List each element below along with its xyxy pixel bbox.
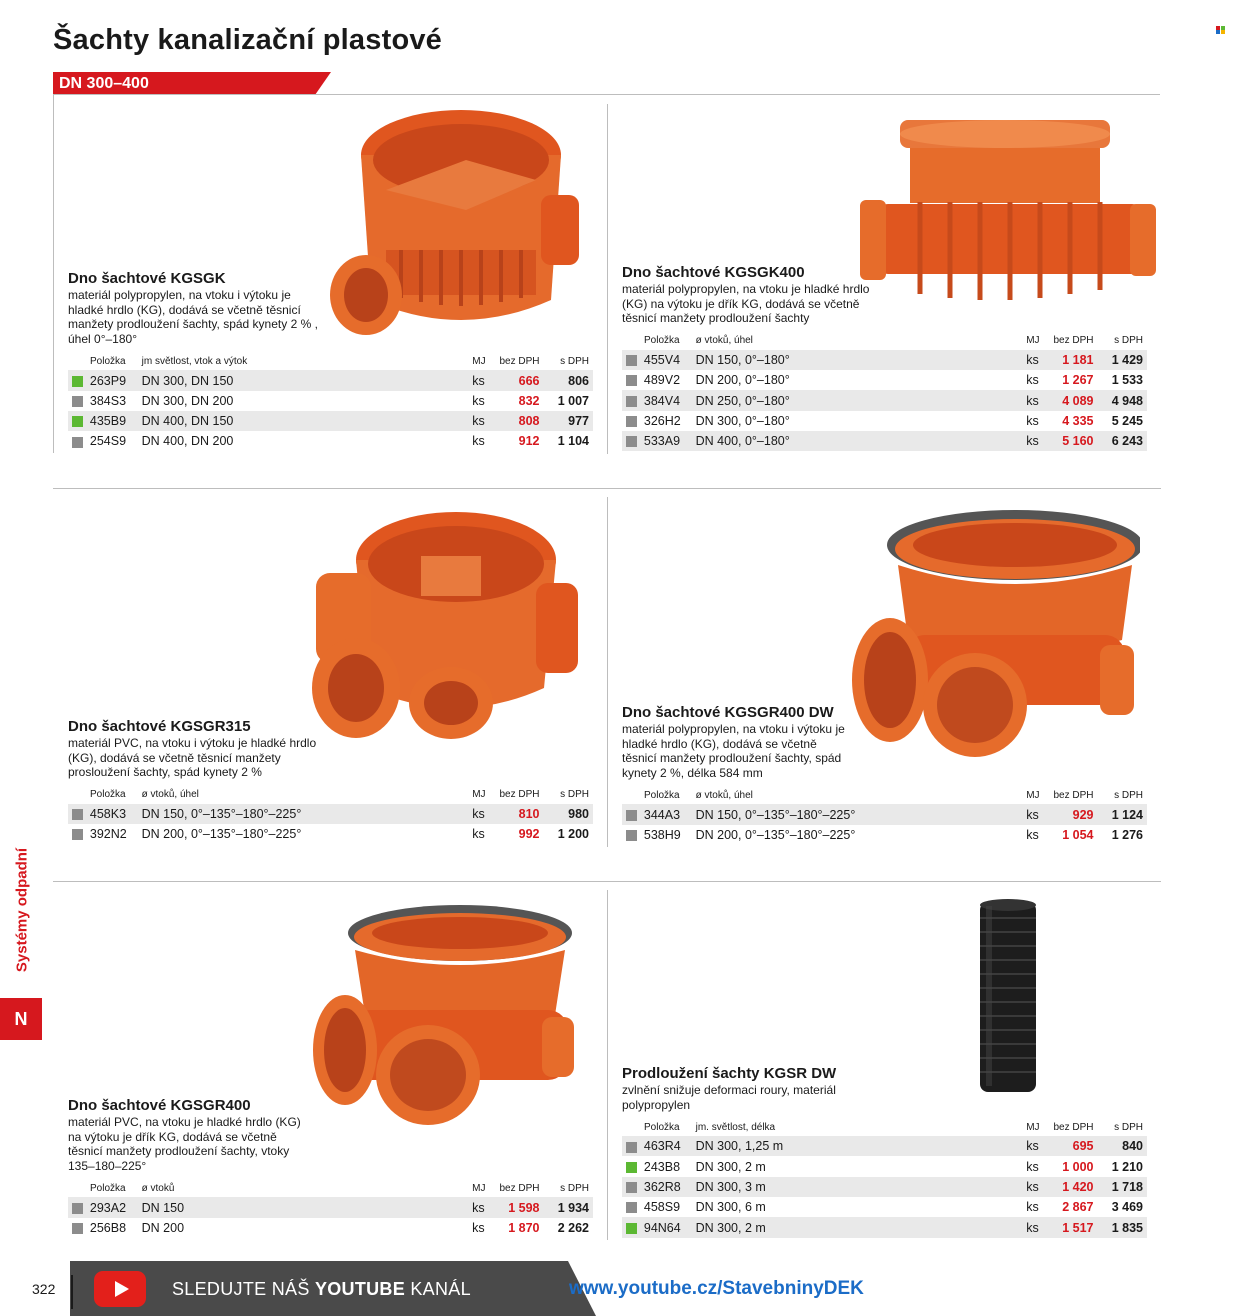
col-header-price: bez DPH [1053,1121,1094,1133]
price-with-vat: 1 429 [1097,350,1147,370]
table-row [68,391,593,411]
side-section-letter: N [0,998,42,1040]
item-spec: DN 400, DN 150 [142,411,473,431]
marker-square [622,390,644,410]
item-unit: ks [1026,1136,1048,1156]
product-title: Dno šachtové KGSGK [68,270,226,287]
table-row [622,1136,1147,1156]
item-spec: DN 200, 0°–135°–180°–225° [695,827,856,842]
column-divider [607,497,608,847]
grey-square-icon [626,810,637,821]
price-without-vat: 4 335 [1062,413,1094,428]
col-header-spec: ø vtoků [141,1182,175,1194]
col-header-price-vat: s DPH [1114,789,1143,801]
product-description: materiál polypropylen, na vtoku je hladké hrdlo (KG) na výtoku je dřík KG, dodává se včetně těsnicí manžety prodloužení šachty [622,282,870,326]
column-divider [607,890,608,1240]
col-header-price-vat: s DPH [560,355,589,367]
table-row [68,804,593,824]
table-row [622,350,1147,370]
item-spec: DN 400, DN 200 [141,434,234,449]
price-without-vat: 1 181 [1048,350,1097,370]
product-block-kgsr-dw [622,1065,1147,1238]
table-row [622,411,1147,431]
item-code: 435B9 [90,411,142,431]
item-code: 538H9 [643,827,681,842]
product-block-kgsgr400 [68,1097,593,1238]
price-table [622,332,1147,451]
col-header-price-vat: s DPH [1114,335,1143,347]
col-header-price: bez DPH [499,789,540,801]
item-spec: DN 300, DN 150 [142,370,473,390]
grey-square-icon [72,809,83,820]
marker-square [68,1197,90,1217]
marker-square [622,350,644,370]
marker-square [622,1177,644,1197]
price-with-vat: 980 [543,804,593,824]
col-header-unit: MJ [472,789,486,801]
grey-square-icon [626,1142,637,1153]
cta-text-bold: YOUTUBE [314,1279,406,1299]
item-code: 293A2 [90,1197,142,1217]
price-with-vat: 1 104 [557,434,589,449]
range-tag: DN 300–400 [53,72,315,95]
marker-square [622,825,644,845]
marker-square [68,411,90,431]
price-with-vat: 2 262 [557,1220,589,1235]
col-header-price: bez DPH [1053,789,1094,801]
green-square-icon [626,1162,637,1173]
youtube-cta [172,1279,471,1300]
item-spec: DN 300, 2 m [695,1159,766,1174]
item-unit: ks [1026,1159,1039,1174]
green-square-icon [626,1223,637,1234]
col-header-spec: ø vtoků, úhel [141,789,199,801]
item-unit: ks [1026,804,1048,824]
item-code: 455V4 [644,350,696,370]
price-without-vat: 1 054 [1062,827,1094,842]
table-row [622,1156,1147,1176]
table-row [622,1217,1147,1237]
item-unit: ks [472,1197,494,1217]
table-row [68,1197,593,1217]
product-description: materiál PVC, na vtoku je hladké hrdlo (KG) na výtoku je dřík KG, dodává se včetně těsnicí manžety prodloužení šachty, vtoky 135–180–225° [68,1115,301,1173]
price-with-vat: 840 [1098,1136,1148,1156]
green-square-icon [72,376,83,387]
marker-square [622,1136,644,1156]
product-block-kgsgr315 [68,718,593,844]
header-divider [53,94,1160,95]
price-without-vat: 1 870 [508,1220,540,1235]
col-header-spec: ø vtoků, úhel [695,335,753,347]
price-without-vat: 992 [518,827,540,842]
price-without-vat: 929 [1048,804,1097,824]
item-unit: ks [1026,1177,1048,1197]
price-without-vat: 5 160 [1048,431,1097,451]
price-with-vat: 1 835 [1098,1217,1148,1237]
price-with-vat: 3 469 [1111,1200,1143,1215]
section-divider [53,881,1161,882]
col-header-item: Položka [90,789,126,801]
price-with-vat: 1 718 [1098,1177,1148,1197]
item-code: 344A3 [644,804,696,824]
price-with-vat: 5 245 [1111,413,1143,428]
col-header-item: Položka [90,1182,126,1194]
grey-square-icon [72,1223,83,1234]
product-description: materiál PVC, na vtoku i výtoku je hladké hrdlo (KG), dodává se včetně těsnicí manžety prosloužení šachty, spád kynety 2 % [68,736,317,780]
product-title: Prodloužení šachty KGSR DW [622,1065,837,1082]
page-title: Šachty kanalizační plastové [53,24,443,56]
side-section-text: Systémy odpadní [13,847,31,973]
item-unit: ks [1026,390,1048,410]
grey-square-icon [626,1202,637,1213]
table-row [622,390,1147,410]
product-block-kgsgk400 [622,264,1147,451]
item-code: 489V2 [643,373,681,388]
item-spec: DN 150, 0°–135°–180°–225° [142,804,473,824]
item-spec: DN 300, 3 m [696,1177,1027,1197]
product-title: Dno šachtové KGSGK400 [622,264,805,281]
price-without-vat: 1 267 [1062,373,1094,388]
page-number: 322 [32,1281,56,1297]
marker-square [622,1156,644,1176]
marker-square [622,1217,644,1237]
item-code: 384S3 [89,393,127,408]
col-header-item: Položka [644,789,680,801]
item-unit: ks [472,804,494,824]
product-description: zvlnění snižuje deformaci roury, materiál polypropylen [622,1083,836,1112]
side-section-label [2,835,42,985]
item-spec: DN 300, 6 m [695,1200,766,1215]
price-without-vat: 666 [494,370,543,390]
footer [0,1261,1250,1316]
price-with-vat: 1 124 [1097,804,1147,824]
product-block-kgsgk [68,270,593,452]
price-without-vat: 1 517 [1048,1217,1097,1237]
price-without-vat: 810 [494,804,543,824]
item-spec: DN 150, 0°–180° [696,350,1027,370]
product-title: Dno šachtové KGSGR400 [68,1097,251,1114]
item-spec: DN 150, 0°–135°–180°–225° [696,804,1027,824]
price-without-vat: 1 420 [1048,1177,1097,1197]
marker-square [68,391,90,411]
table-row [622,1177,1147,1197]
item-code: 254S9 [89,434,127,449]
col-header-price-vat: s DPH [1114,1121,1143,1133]
item-code: 392N2 [89,827,127,842]
price-without-vat: 832 [518,393,540,408]
price-without-vat: 912 [518,434,540,449]
table-row [622,825,1147,845]
item-spec: DN 150 [142,1197,473,1217]
price-table [68,786,593,845]
col-header-price: bez DPH [499,1182,540,1194]
corner-logo-icon [1216,26,1225,34]
marker-square [68,370,90,390]
grey-square-icon [72,437,83,448]
price-with-vat: 977 [544,411,593,431]
item-unit: ks [1026,413,1039,428]
cta-text-end: KANÁL [405,1279,471,1299]
table-row [68,411,593,431]
item-unit: ks [1026,1200,1039,1215]
price-without-vat: 1 000 [1062,1159,1094,1174]
item-unit: ks [472,827,485,842]
price-with-vat: 1 007 [557,393,589,408]
item-spec: DN 300, 0°–180° [695,413,790,428]
grey-square-icon [626,396,637,407]
item-spec: DN 250, 0°–180° [696,390,1027,410]
col-header-item: Položka [644,335,680,347]
price-table [622,786,1147,845]
table-row [622,804,1147,824]
item-spec: DN 200, 0°–135°–180°–225° [141,827,302,842]
item-spec: DN 200, 0°–180° [695,373,790,388]
grey-square-icon [626,830,637,841]
table-row [68,824,593,844]
item-spec: DN 300, DN 200 [141,393,234,408]
section-divider [53,488,1161,489]
col-header-spec: ø vtoků, úhel [695,789,753,801]
item-code: 256B8 [89,1220,127,1235]
marker-square [622,1197,644,1217]
grey-square-icon [72,1203,83,1214]
col-header-unit: MJ [1026,789,1040,801]
marker-square [68,804,90,824]
item-spec: DN 400, 0°–180° [696,431,1027,451]
grey-square-icon [626,1182,637,1193]
marker-square [622,411,644,431]
item-code: 458S9 [643,1200,681,1215]
marker-square [622,370,644,390]
product-block-kgsgr400dw [622,704,1147,845]
item-unit: ks [472,434,485,449]
marker-square [68,431,90,451]
price-without-vat: 1 598 [494,1197,543,1217]
marker-square [622,431,644,451]
col-header-unit: MJ [472,1182,486,1194]
item-code: 362R8 [644,1177,696,1197]
price-with-vat: 1 210 [1111,1159,1143,1174]
table-row [68,370,593,390]
item-code: 458K3 [90,804,142,824]
marker-square [68,824,90,844]
item-code: 94N64 [644,1217,696,1237]
green-square-icon [72,416,83,427]
col-header-unit: MJ [1026,1121,1040,1133]
price-without-vat: 695 [1048,1136,1097,1156]
cta-text-start: SLEDUJTE NÁŠ [172,1279,315,1299]
grey-square-icon [72,396,83,407]
page-number-divider [71,1275,73,1309]
product-description: materiál polypropylen, na vtoku i výtoku je hladké hrdlo (KG), dodává se včetně těsnicí manžety prodloužení šachty, spád kynety 2 % , úhel 0°–180° [68,288,318,346]
price-without-vat: 808 [494,411,543,431]
table-row [622,431,1147,451]
product-image-kgsgr315 [306,498,586,743]
item-spec: DN 300, 1,25 m [696,1136,1027,1156]
column-divider [607,104,608,454]
col-header-price: bez DPH [1053,335,1094,347]
item-spec: DN 300, 2 m [696,1217,1027,1237]
col-header-spec: jm světlost, vtok a výtok [141,355,248,367]
grey-square-icon [626,355,637,366]
table-row [68,431,593,451]
col-header-unit: MJ [472,355,486,367]
col-header-item: Položka [90,355,126,367]
price-with-vat: 6 243 [1097,431,1147,451]
price-without-vat: 2 867 [1062,1200,1094,1215]
item-unit: ks [472,393,485,408]
item-code: 263P9 [90,370,142,390]
item-unit: ks [1026,431,1048,451]
item-unit: ks [1026,1217,1048,1237]
youtube-link[interactable]: www.youtube.cz/StavebninyDEK [569,1278,864,1299]
price-with-vat: 1 200 [557,827,589,842]
marker-square [68,1218,90,1238]
column-divider [53,95,54,453]
grey-square-icon [626,375,637,386]
price-table [68,1179,593,1238]
item-spec: DN 200 [141,1220,185,1235]
price-with-vat: 1 276 [1111,827,1143,842]
price-without-vat: 4 089 [1048,390,1097,410]
table-row [622,370,1147,390]
marker-square [622,804,644,824]
col-header-spec: jm. světlost, délka [695,1121,776,1133]
price-with-vat: 1 533 [1111,373,1143,388]
item-unit: ks [472,1220,485,1235]
table-row [622,1197,1147,1217]
price-table [622,1118,1147,1237]
price-with-vat: 4 948 [1097,390,1147,410]
product-title: Dno šachtové KGSGR315 [68,718,251,735]
item-unit: ks [1026,373,1039,388]
item-code: 326H2 [643,413,681,428]
product-title: Dno šachtové KGSGR400 DW [622,704,834,721]
col-header-price-vat: s DPH [560,1182,589,1194]
col-header-item: Položka [644,1121,680,1133]
grey-square-icon [72,829,83,840]
item-unit: ks [472,370,494,390]
item-code: 243B8 [643,1159,681,1174]
item-code: 384V4 [644,390,696,410]
item-unit: ks [1026,350,1048,370]
item-code: 533A9 [644,431,696,451]
col-header-price-vat: s DPH [560,789,589,801]
table-row [68,1218,593,1238]
item-code: 463R4 [644,1136,696,1156]
price-with-vat: 1 934 [543,1197,593,1217]
item-unit: ks [1026,827,1039,842]
col-header-price: bez DPH [499,355,540,367]
price-table [68,352,593,451]
item-unit: ks [472,411,494,431]
grey-square-icon [626,436,637,447]
grey-square-icon [626,416,637,427]
col-header-unit: MJ [1026,335,1040,347]
price-with-vat: 806 [544,370,593,390]
youtube-play-icon[interactable] [94,1271,146,1307]
product-description: materiál polypropylen, na vtoku i výtoku je hladké hrdlo (KG), dodává se včetně těsnicí manžety prodloužení šachty, spád kynety 2 %, délka 584 mm [622,722,845,780]
